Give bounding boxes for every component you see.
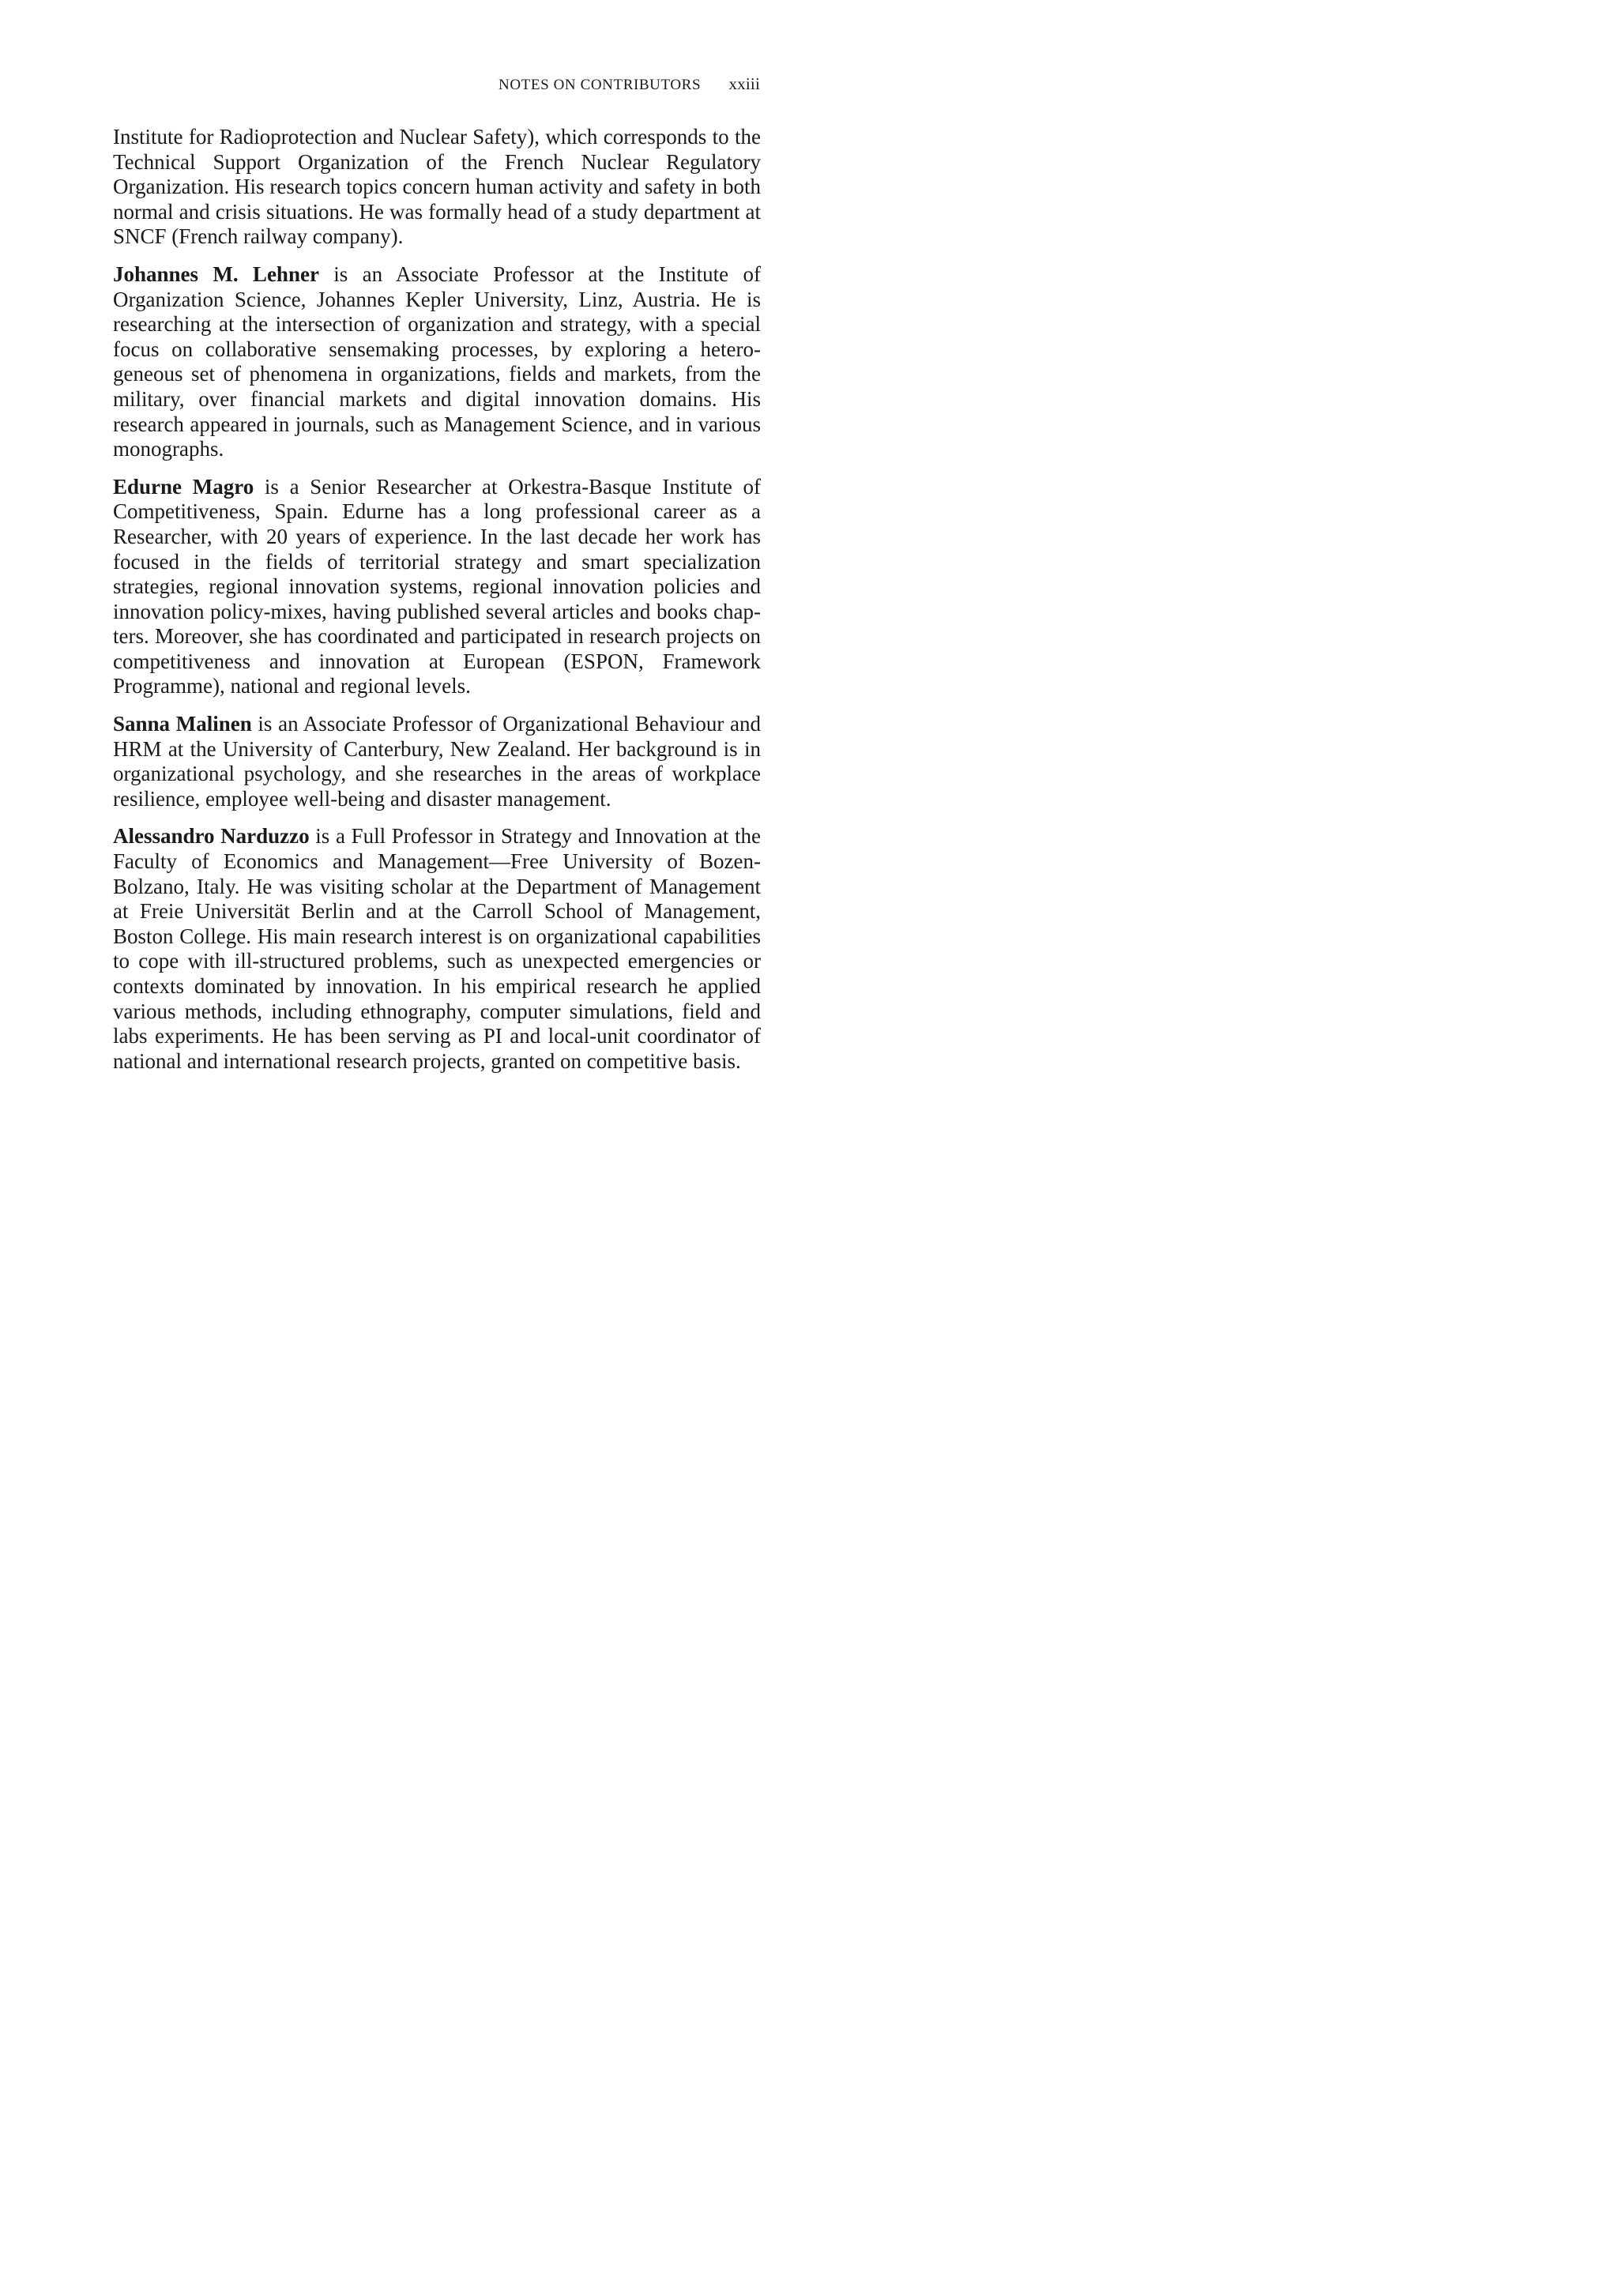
- entry-text: is an Associate Professor of Organizational Behaviour and HRM at the University of Canterbury, New Zealand. Her background is in organizational psychology, and she researches in the areas of workplace resilience, employee well-being and disaster management.: [113, 712, 761, 811]
- contributor-name: Sanna Malinen: [113, 712, 252, 736]
- contributor-entry-continuation: [113, 125, 761, 250]
- contributor-notes: [113, 125, 761, 1086]
- contributor-name: Alessandro Narduzzo: [113, 824, 310, 849]
- contributor-name: Johannes M. Lehner: [113, 262, 319, 286]
- running-head: [499, 74, 760, 94]
- entry-text: Institute for Radioprotection and Nuclear Safety), which corresponds to the Technical Support Organization of the French Nuclear Regulatory Organization. His research topics concern human activity and safety in both normal and crisis situations. He was formally head of a study department at SNCF (French railway company).: [113, 125, 761, 249]
- contributor-entry-magro: [113, 475, 761, 699]
- entry-text: is a Full Professor in Strategy and Innovation at the Faculty of Economics and Management—Free University of Bozen-Bolzano, Italy. He was visiting scholar at the Department of Management at Freie Universität Berlin and at the Carroll School of Management, Boston College. His main research interest is on organizational capabilities to cope with ill-structured problems, such as unexpected emergencies or contexts dominated by innovation. In his empirical research he applied various methods, including ethnography, computer simulations, field and labs experiments. He has been serving as PI and local-unit coordinator of national and international research projects, granted on competitive basis.: [113, 824, 761, 1073]
- page-number: xxiii: [728, 74, 760, 93]
- running-title: NOTES ON CONTRIBUTORS: [499, 77, 702, 93]
- contributor-name: Edurne Magro: [113, 474, 254, 499]
- entry-text: is an Associate Professor at the Institute of Organization Science, Johannes Kepler University, Linz, Austria. He is researching at the intersection of organization and strategy, with a special focus on collaborative sensemaking processes, by exploring a heterogeneous set of phenomena in organizations, fields and markets, from the military, over financial markets and digital innovation domains. His research appeared in journals, such as Management Science, and in various monographs.: [113, 262, 761, 461]
- entry-text: is a Senior Researcher at Orkestra-Basque Institute of Competitiveness, Spain. Edurne has a long professional career as a Researcher, with 20 years of experience. In the last decade her work has focused in the fields of territorial strategy and smart specialization strategies, regional innovation systems, regional innovation policies and innovation policy-mixes, having published several articles and books chapters. Moreover, she has coordinated and participated in research projects on competitiveness and innovation at European (ESPON, Framework Programme), national and regional levels.: [113, 474, 761, 698]
- contributor-entry-narduzzo: [113, 824, 761, 1074]
- contributor-entry-malinen: [113, 712, 761, 811]
- contributor-entry-lehner: [113, 262, 761, 462]
